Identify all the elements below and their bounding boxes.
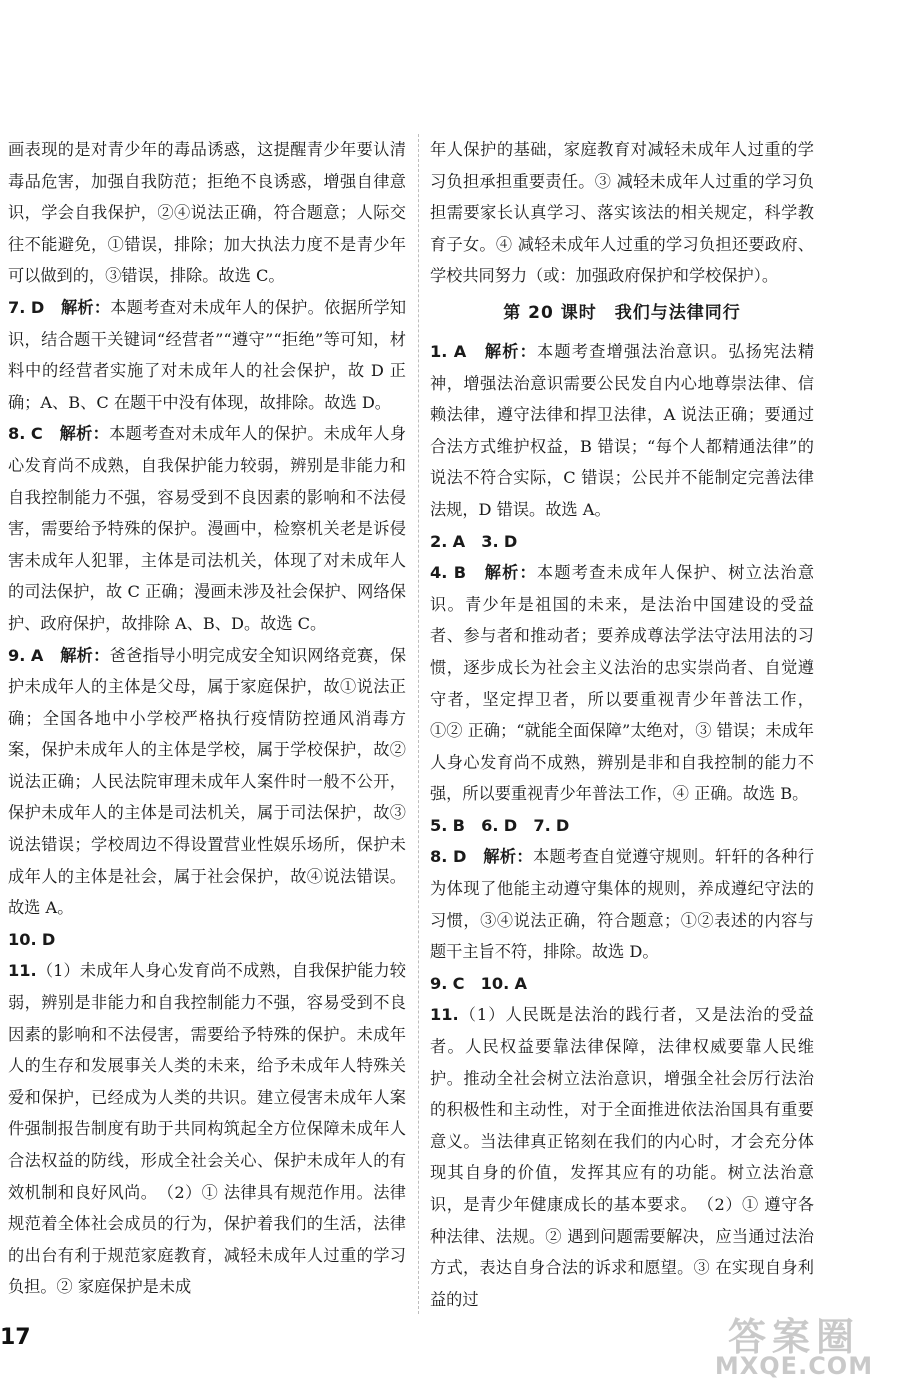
answer-letter: D [503, 815, 534, 835]
answer-letter: D [503, 531, 518, 551]
analysis-text: 本题考查增强法治意识。弘扬宪法精神，增强法治意识需要公民发自内心地尊崇法律、信赖法律，遵守法律和捍卫法律，A 说法正确；要通过合法方式维护权益，B 错误；“每个人都精通法律”的说法不符合实际，C 错误；公民并不能制定完善法律法规，D 错误。故选 A。 [430, 341, 815, 519]
question-number: 7. [533, 815, 551, 835]
answer-item-8 [8, 418, 406, 639]
answer-letter: A [453, 341, 467, 361]
question-number: 2. [430, 531, 448, 551]
analysis-label: 解析： [60, 297, 111, 317]
analysis-label: 解析： [60, 645, 110, 665]
answer-item-1 [430, 336, 814, 526]
answer-item-4 [430, 557, 814, 810]
question-number: 7. [8, 297, 26, 317]
answer-item-11 [430, 999, 814, 1315]
answer-letter: A [514, 973, 528, 993]
question-number: 11. [430, 1005, 459, 1025]
analysis-text: 本题考查对未成年人的保护。未成年人身心发育尚不成熟，自我保护能力较弱，辨别是非能力和自我控制能力不强，容易受到不良因素的影响和不法侵害，需要给予特殊的保护。漫画中，检察机关老是诉侵害未成年人犯罪，主体是司法机关，体现了对未成年人的司法保护，故 C 正确；漫画未涉及社会保护、网络保护、政府保护，故排除 A、B、D。故选 C。 [8, 424, 407, 633]
right-column [430, 134, 814, 1315]
continued-paragraph [430, 134, 814, 292]
analysis-label: 解析： [59, 424, 110, 444]
answer-paragraph [8, 134, 406, 292]
watermark-main: 答案圈 [727, 1315, 860, 1359]
answer-item-11 [8, 955, 406, 1303]
question-number: 6. [481, 815, 499, 835]
answer-letter: D [41, 929, 56, 949]
answer-letter: D [555, 815, 570, 835]
analysis-label: 解析： [483, 847, 533, 867]
question-number: 10. [480, 973, 510, 993]
analysis-text: （1）未成年人身心发育尚不成熟，自我保护能力较弱，辨别是非能力和自我控制能力不强，容易受到不良因素的影响和不法侵害，需要给予特殊的保护。未成年人的生存和发展事关人类的未来，给予未成年人特殊关爱和保护，已经成为人类的共识。建立侵害未成年人案件强制报告制度有助于共同构筑起全方位保障未成年人合法权益的防线，形成全社会关心、保护未成年人的有效机制和良好风尚。 （2）① 法律具有规范作用。法律规范着全体社会成员的行为，保护着我们的生活，法律的出台有利于规范家庭教育，减轻未成年人过重的学习负担。② 家庭保护是未成 [8, 961, 406, 1297]
answer-letter: D [30, 297, 45, 317]
answer-letter: A [30, 645, 44, 665]
analysis-text: 本题考查对未成年人的保护。依据所学知识，结合题干关键词“经营者”“遵守”“拒绝”等可知，材料中的经营者实施了对未成年人的社会保护，故 D 正确；A、B、C 在题干中没有体现，故排除。故选 D。 [8, 297, 407, 412]
question-number: 4. [430, 563, 448, 583]
left-column [8, 134, 406, 1303]
question-number: 10. [8, 929, 37, 949]
analysis-text: 爸爸指导小明完成安全知识网络竞赛，保护未成年人的主体是父母，属于家庭保护，故①说法正确；全国各地中小学校严格执行疫情防控通风消毒方案，保护未成年人的主体是学校，属于学校保护，故②说法正确；人民法院审理未成年人案件时一般不公开，保护未成年人的主体是司法机关，属于司法保护，故③说法错误；学校周边不得设置营业性娱乐场所，保护未成年人的主体是社会，属于社会保护，故④说法错误。故选 A。 [8, 645, 407, 918]
page-number: 17 [0, 1325, 31, 1350]
answer-letter: B [452, 815, 482, 835]
question-number: 11. [8, 961, 37, 981]
answer-item-7 [8, 292, 406, 418]
answer-item-10 [8, 924, 406, 956]
question-number: 5. [430, 815, 448, 835]
answer-item-2-3 [430, 526, 814, 558]
question-number: 9. [8, 645, 26, 665]
answer-letter: D [452, 847, 467, 867]
analysis-text: 本题考查未成年人保护、树立法治意识。青少年是祖国的未来，是法治中国建设的受益者、参与者和推动者；要养成尊法学法守法用法的习惯，逐步成长为社会主义法治的忠实崇尚者、自觉遵守者，坚定捍卫者，所以要重视青少年普法工作，①② 正确；“就能全面保障”太绝对，③ 错误；未成年人身心发育尚不成熟，辨别是非和自我控制的能力不强，所以要重视青少年普法工作，④ 正确。故选 B。 [430, 563, 815, 804]
answer-letter: A [452, 531, 482, 551]
analysis-text: （1）人民既是法治的践行者，又是法治的受益者。人民权益要靠法律保障，法律权威要靠人民维护。推动全社会树立法治意识，增强全社会厉行法治的积极性和主动性，对于全面推进依法治国具有重要意义。当法律真正铭刻在我们的内心时，才会充分体现其自身的价值，发挥其应有的功能。树立法治意识，是青少年健康成长的基本要求。 （2）① 遵守各种法律、法规。② 遇到问题需要解决，应当通过法治方式，表达自身合法的诉求和愿望。③ 在实现自身利益的过 [430, 1005, 814, 1309]
lesson-title: 第 20 课时 我们与法律同行 [503, 302, 741, 323]
answer-letter: C [452, 973, 481, 993]
question-number: 9. [430, 973, 448, 993]
question-number: 3. [481, 531, 499, 551]
paragraph-text: 年人保护的基础，家庭教育对减轻未成年人过重的学习负担承担重要责任。③ 减轻未成年人过重的学习负担需要家长认真学习、落实该法的相关规定，科学教育子女。④ 减轻未成年人过重的学习负担还要政府、学校共同努力（或：加强政府保护和学校保护）。 [430, 140, 814, 286]
answer-letter: B [453, 563, 467, 583]
answer-item-9 [8, 640, 406, 924]
answer-letter: C [30, 424, 43, 444]
analysis-label: 解析： [484, 341, 538, 361]
answer-item-9-10 [430, 968, 814, 1000]
answer-item-8 [430, 841, 814, 967]
watermark-url: MXQE.COM [714, 1352, 874, 1380]
paragraph-text: 画表现的是对青少年的毒品诱惑，这提醒青少年要认清毒品危害，加强自我防范；拒绝不良诱惑，增强自律意识，学会自我保护，②④说法正确，符合题意；人际交往不能避免，①错误，排除；加大执法力度不是青少年可以做到的，③错误，排除。故选 C。 [8, 140, 406, 286]
question-number: 8. [8, 424, 26, 444]
question-number: 1. [430, 341, 448, 361]
analysis-text: 本题考查自觉遵守规则。轩轩的各种行为体现了他能主动遵守集体的规则，养成遵纪守法的习惯，③④说法正确，符合题意；①②表述的内容与题干主旨不符，排除。故选 D。 [430, 847, 815, 962]
column-divider [418, 134, 419, 1314]
analysis-label: 解析： [484, 563, 537, 583]
question-number: 8. [430, 847, 448, 867]
watermark-logo [714, 1306, 874, 1382]
answer-item-5-7 [430, 810, 814, 842]
